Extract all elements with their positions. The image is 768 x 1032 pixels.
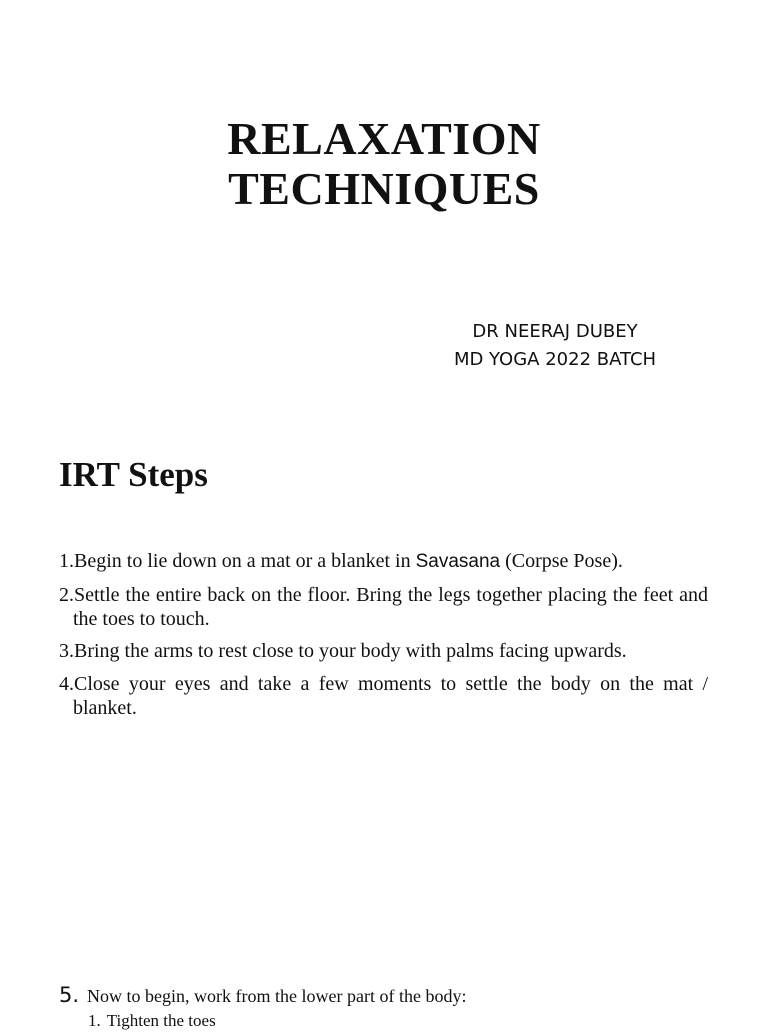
step-text: Close your eyes and take a few moments to settle the body on the mat / blanket.: [73, 672, 708, 719]
substep-number: 1.: [88, 1011, 101, 1030]
step-number: 1.: [59, 550, 74, 572]
title-line-2: TECHNIQUES: [228, 163, 540, 214]
step-item-1: [59, 549, 708, 574]
step-number: 4.: [59, 672, 74, 695]
presentation-title: [0, 114, 768, 214]
step-item-5: [59, 982, 466, 1009]
substep-text: Tighten the toes: [106, 1011, 216, 1030]
step-item-3: [59, 639, 708, 663]
step-text: Begin to lie down on a mat or a blanket in: [74, 550, 416, 572]
steps-list: [59, 549, 708, 728]
step-text: Settle the entire back on the floor. Bring the legs together placing the feet and the toes to touch.: [73, 583, 708, 630]
step-number: 5.: [59, 983, 80, 1007]
step-item-4: [59, 672, 708, 720]
step-text: Bring the arms to rest close to your body with palms facing upwards.: [74, 640, 627, 662]
author-block: [430, 318, 680, 374]
author-name: DR NEERAJ DUBEY: [472, 321, 638, 342]
title-line-1: RELAXATION: [227, 113, 541, 164]
step-number: 2.: [59, 583, 74, 606]
pose-name: Savasana: [415, 551, 501, 572]
author-batch: MD YOGA 2022 BATCH: [453, 349, 657, 370]
section-heading: IRT Steps: [59, 455, 208, 494]
step-text: Now to begin, work from the lower part of the body:: [87, 986, 467, 1006]
step-item-2: [59, 583, 708, 631]
step-text-end: (Corpse Pose).: [500, 550, 623, 572]
step-number: 3.: [59, 640, 74, 662]
substep-item-1: [88, 1010, 216, 1032]
